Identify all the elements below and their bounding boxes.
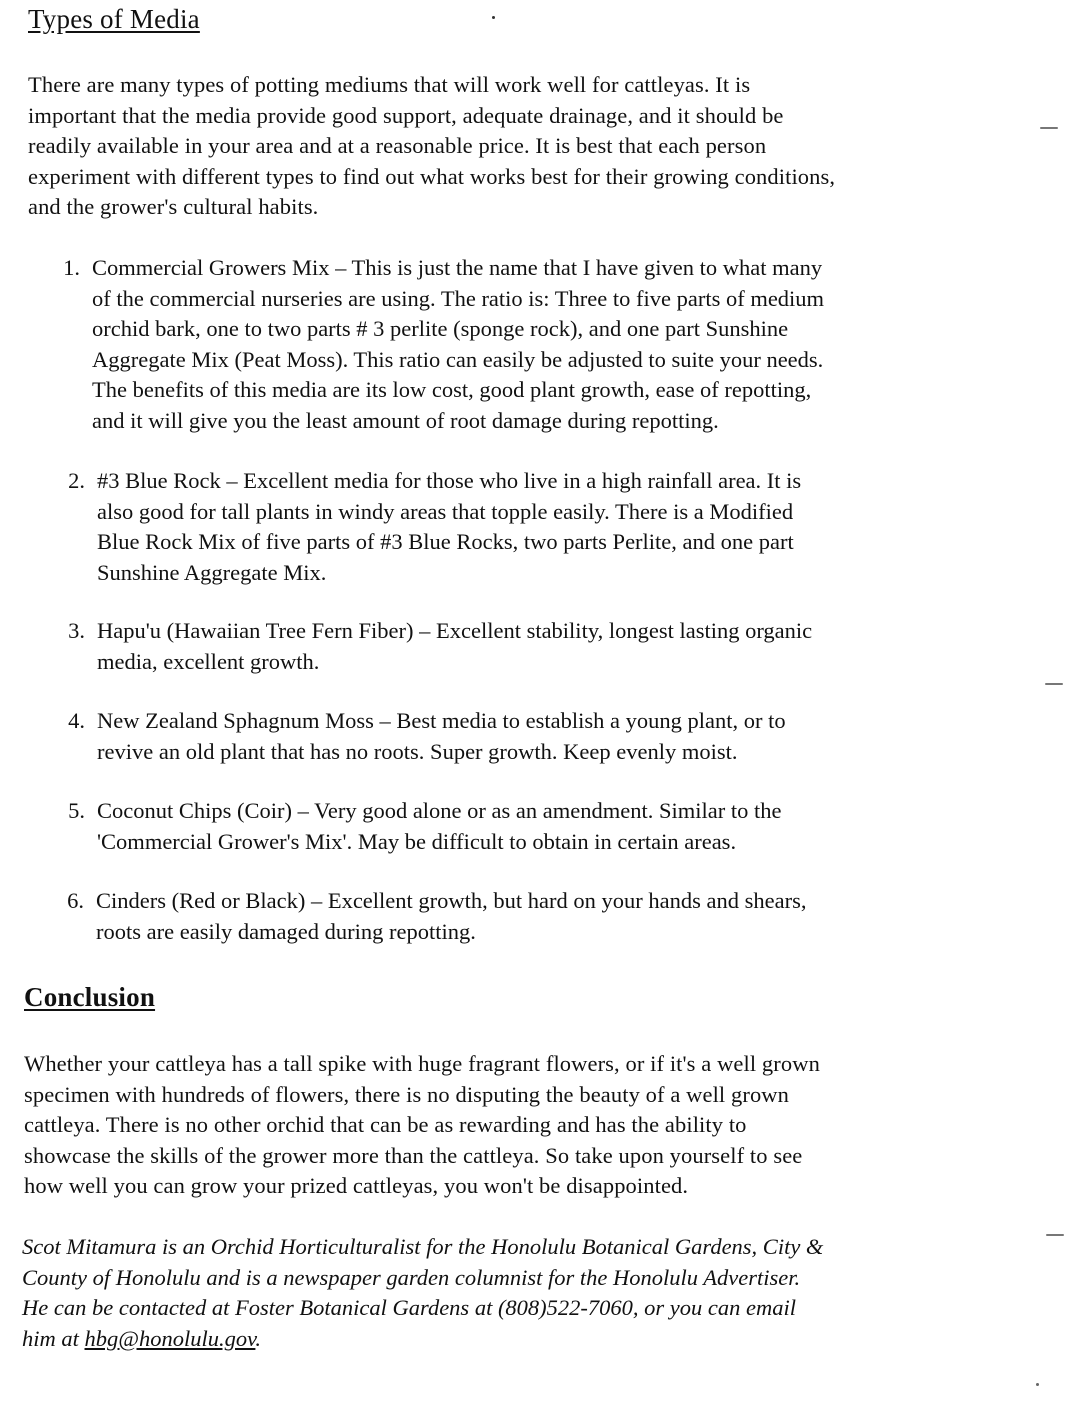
- scan-speck: [492, 16, 495, 19]
- intro-line: There are many types of potting mediums that will work well for cattleyas. It is: [28, 72, 751, 97]
- list-item: [68, 466, 1072, 588]
- list-item-line: and it will give you the least amount of root damage during repotting.: [92, 407, 719, 433]
- intro-line: experiment with different types to find out what works best for their growing conditions,: [28, 163, 836, 189]
- list-item-line: orchid bark, one to two parts # 3 perlite (sponge rock), and one part Sunshine: [92, 316, 789, 341]
- list-item-line: Commercial Growers Mix – This is just the name that I have given to what many: [92, 255, 823, 280]
- author-note-suffix: .: [255, 1325, 262, 1351]
- list-item-line: Hapu'u (Hawaiian Tree Fern Fiber) – Excellent stability, longest lasting organic: [97, 618, 813, 643]
- list-item-line: revive an old plant that has no roots. Super growth. Keep evenly moist.: [97, 738, 738, 764]
- scan-speck: [1040, 127, 1058, 129]
- author-note-last-line: [22, 1324, 1072, 1355]
- list-item-line: of the commercial nurseries are using. The ratio is: Three to five parts of medium: [92, 285, 825, 311]
- list-item-number: 4.: [68, 708, 85, 733]
- scan-speck: [1046, 1234, 1064, 1236]
- list-item-line: roots are easily damaged during repotting.: [96, 918, 476, 944]
- conclusion-line: showcase the skills of the grower more than the cattleya. So take upon yourself to see: [24, 1142, 803, 1168]
- list-item-number: 1.: [63, 255, 80, 280]
- author-note-line: Scot Mitamura is an Orchid Horticulturalist for the Honolulu Botanical Gardens, City &: [22, 1234, 824, 1259]
- list-item-line: Sunshine Aggregate Mix.: [97, 559, 327, 585]
- list-item: [63, 253, 1072, 436]
- list-item-line: 'Commercial Grower's Mix'. May be difficult to obtain in certain areas.: [97, 828, 737, 854]
- intro-paragraph: [28, 70, 1068, 223]
- scan-speck: [1036, 1383, 1039, 1386]
- intro-line: readily available in your area and at a reasonable price. It is best that each person: [28, 133, 767, 158]
- types-of-media-heading: Types of Media: [28, 4, 200, 34]
- intro-line: and the grower's cultural habits.: [28, 194, 319, 219]
- list-item-line: The benefits of this media are its low cost, good plant growth, ease of repotting,: [92, 377, 812, 402]
- list-item-line: also good for tall plants in windy areas that topple easily. There is a Modified: [97, 498, 794, 524]
- list-item-line: media, excellent growth.: [97, 648, 320, 674]
- list-item-line: #3 Blue Rock – Excellent media for those who live in a high rainfall area. It is: [97, 468, 802, 493]
- author-note: [22, 1232, 1072, 1354]
- author-note-line: He can be contacted at Foster Botanical Gardens at (808)522-7060, or you can email: [22, 1295, 797, 1320]
- conclusion-line: Whether your cattleya has a tall spike with huge fragrant flowers, or if it's a well grown: [24, 1051, 820, 1076]
- conclusion-line: specimen with hundreds of flowers, there is no disputing the beauty of a well grown: [24, 1081, 790, 1107]
- author-note-prefix: him at: [22, 1325, 85, 1351]
- list-item-line: Cinders (Red or Black) – Excellent growth, but hard on your hands and shears,: [96, 888, 807, 913]
- list-item-number: 3.: [68, 618, 85, 643]
- list-item: [68, 796, 1072, 857]
- author-note-line: County of Honolulu and is a newspaper garden columnist for the Honolulu Advertiser.: [22, 1264, 801, 1290]
- list-item-number: 6.: [67, 888, 84, 913]
- list-item-line: Aggregate Mix (Peat Moss). This ratio can easily be adjusted to suite your needs.: [92, 346, 824, 372]
- list-item-number: 2.: [68, 468, 85, 493]
- list-item: [68, 616, 1072, 677]
- email-link[interactable]: hbg@honolulu.gov: [84, 1325, 256, 1351]
- list-item: [68, 706, 1072, 767]
- list-item: [67, 886, 1071, 947]
- list-item-line: New Zealand Sphagnum Moss – Best media to establish a young plant, or to: [97, 708, 786, 733]
- list-item-line: Coconut Chips (Coir) – Very good alone or as an amendment. Similar to the: [97, 798, 782, 823]
- conclusion-line: how well you can grow your prized cattleyas, you won't be disappointed.: [24, 1173, 689, 1198]
- list-item-line: Blue Rock Mix of five parts of #3 Blue Rocks, two parts Perlite, and one part: [97, 529, 794, 554]
- scan-speck: [1045, 683, 1063, 685]
- conclusion-heading: Conclusion: [24, 982, 156, 1012]
- intro-line: important that the media provide good support, adequate drainage, and it should be: [28, 102, 784, 128]
- list-item-number: 5.: [68, 798, 85, 823]
- conclusion-paragraph: [24, 1049, 1069, 1202]
- conclusion-line: cattleya. There is no other orchid that can be as rewarding and has the ability to: [24, 1112, 747, 1137]
